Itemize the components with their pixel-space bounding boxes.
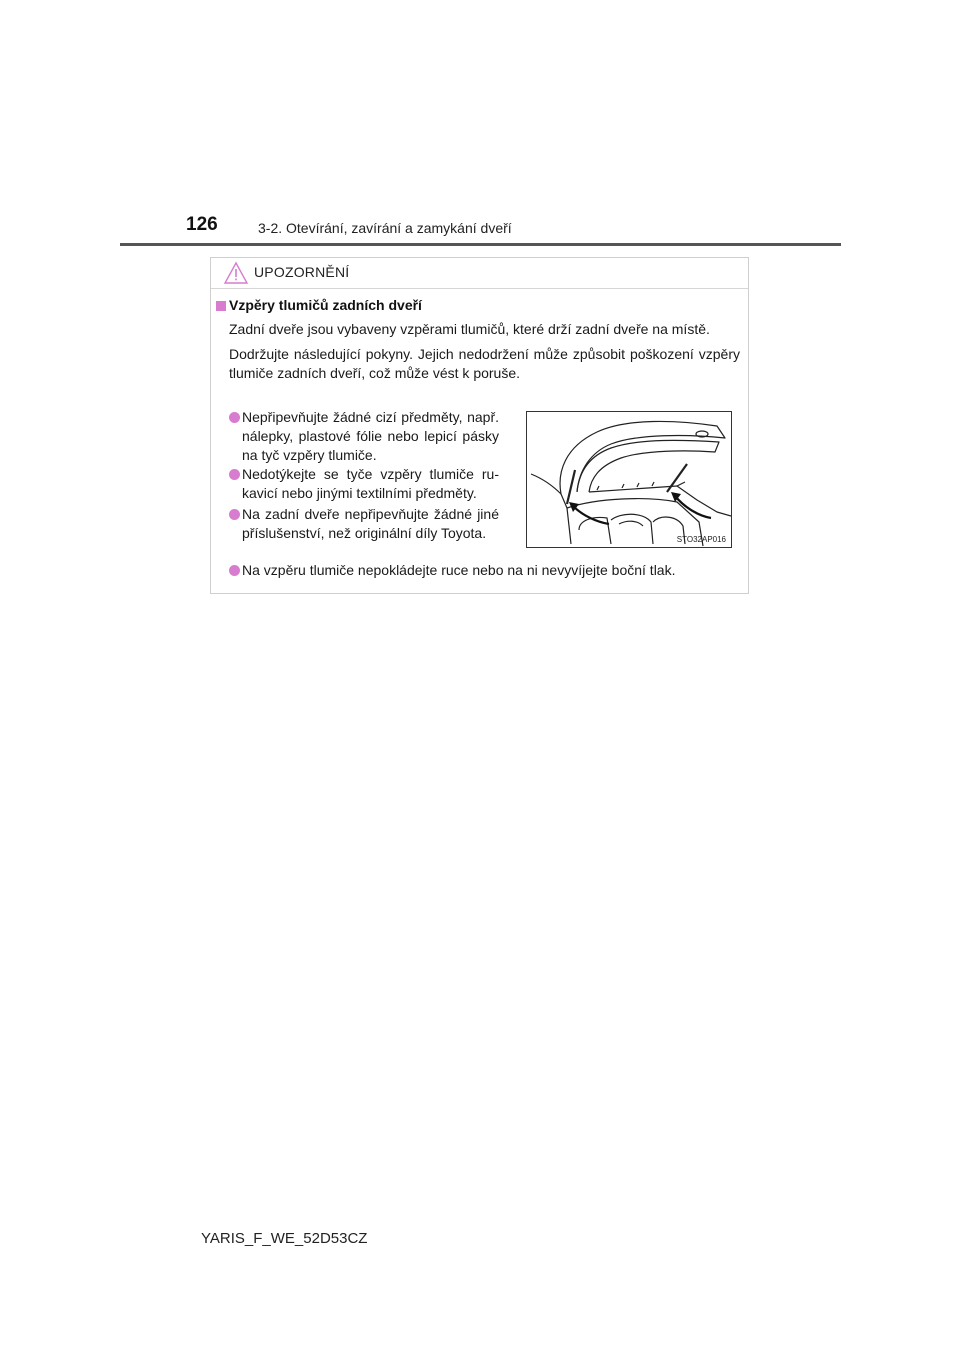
warning-triangle-icon	[223, 261, 249, 285]
warning-header	[211, 258, 748, 289]
page-number: 126	[186, 214, 218, 235]
circle-bullet-icon	[229, 469, 240, 480]
circle-bullet-icon	[229, 412, 240, 423]
section-title: 3-2. Otevírání, zavírání a zamykání dveří	[258, 220, 512, 236]
bullet-item: Nedotýkejte se tyče vzpěry tlumiče ru- kavicí nebo jinými textilními předměty.	[242, 466, 499, 501]
tailgate-drawing	[527, 412, 731, 547]
paragraph-intro: Zadní dveře jsou vybaveny vzpěrami tlumičů, které drží zadní dveře na místě.	[229, 321, 710, 337]
square-bullet-icon	[216, 301, 226, 311]
item-heading: Vzpěry tlumičů zadních dveří	[229, 297, 422, 313]
tailgate-strut-illustration	[526, 411, 732, 548]
bullet-item: Na vzpěru tlumiče nepokládejte ruce nebo na ni nevyvíjejte boční tlak.	[242, 562, 676, 578]
header-rule	[120, 243, 841, 246]
paragraph-instructions: Dodržujte následující pokyny. Jejich nedodržení může způsobit poškození vzpěry tlumiče zadních dveří, což může vést k poruše.	[229, 346, 740, 381]
footer-code: YARIS_F_WE_52D53CZ	[201, 1230, 368, 1247]
warning-label: UPOZORNĚNÍ	[254, 264, 350, 280]
warning-box	[210, 257, 749, 594]
bullet-item: Na zadní dveře nepřipevňujte žádné jiné příslušenství, než originální díly Toyota.	[242, 506, 499, 541]
bullet-item: Nepřipevňujte žádné cizí předměty, např. nálepky, plastové fólie nebo lepicí pásky na tyč vzpěry tlumiče.	[242, 409, 499, 463]
circle-bullet-icon	[229, 565, 240, 576]
circle-bullet-icon	[229, 509, 240, 520]
figure-code: STO32AP016	[676, 535, 726, 544]
